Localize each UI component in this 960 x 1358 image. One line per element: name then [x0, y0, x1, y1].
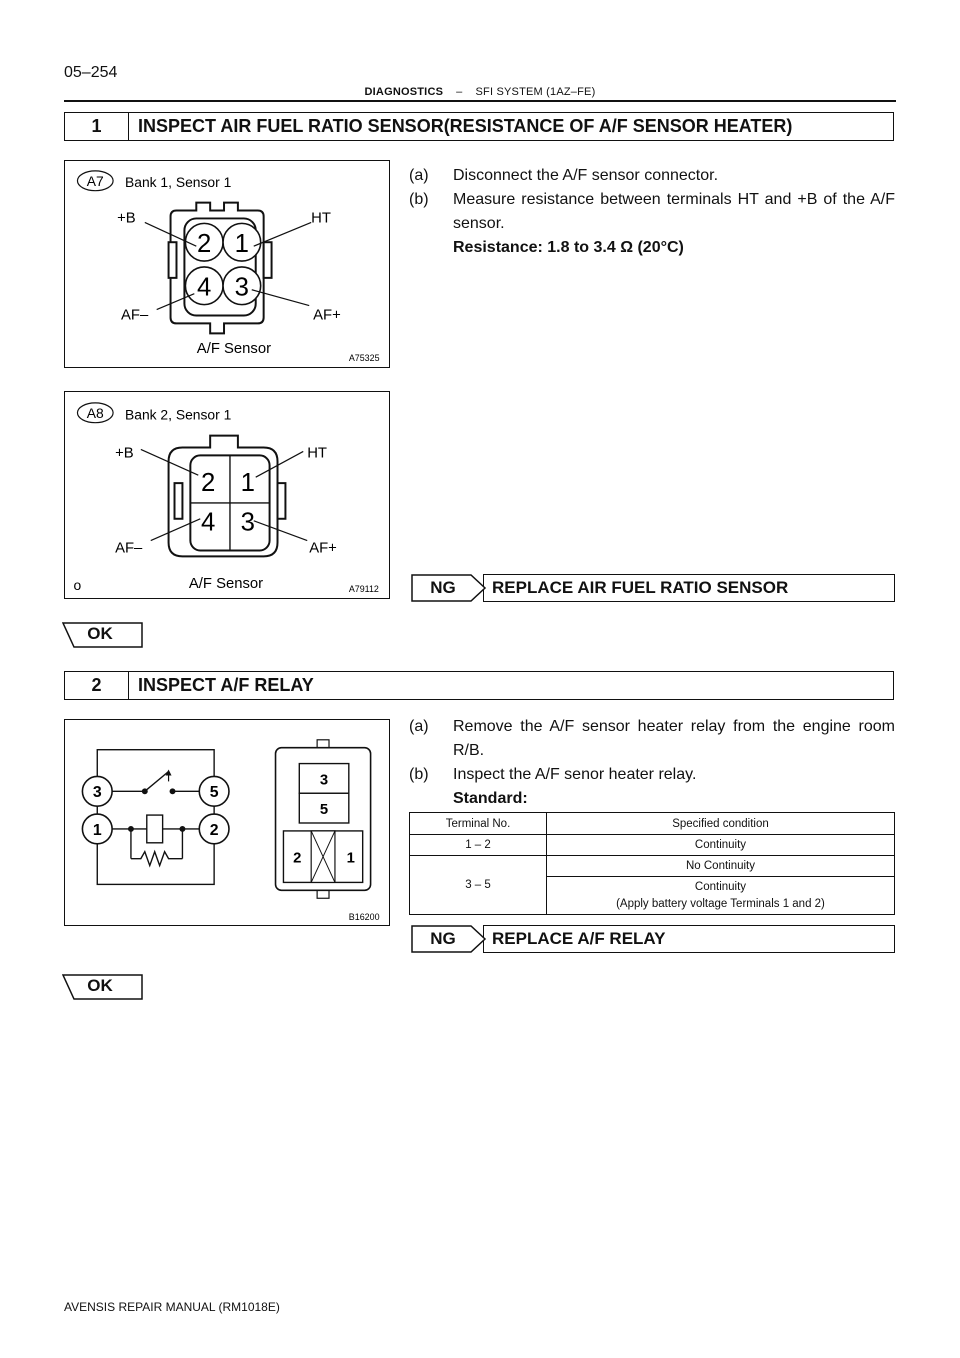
- relay-terminal-1: 1: [346, 850, 355, 867]
- figure-bank1-sensor1: [64, 160, 390, 368]
- label-af-plus: AF+: [309, 540, 337, 557]
- connector-diagram-a7: [65, 161, 389, 367]
- circuit-terminal-1: 1: [92, 821, 102, 839]
- pin-2: 2: [197, 230, 212, 259]
- ng-action: REPLACE A/F RELAY: [483, 925, 895, 953]
- label-plus-b: +B: [117, 210, 136, 227]
- corner-mark: o: [73, 577, 82, 594]
- condition-note: (Apply battery voltage Terminals 1 and 2): [616, 897, 825, 910]
- table-cell-condition: Continuity: [547, 835, 895, 856]
- instruction-a: [409, 715, 895, 763]
- circuit-terminal-2: 2: [209, 821, 219, 839]
- step-1-number: 1: [65, 113, 129, 140]
- instruction-text: Measure resistance between terminals HT and +B of the A/F sensor.: [453, 191, 895, 232]
- figure-code: A79112: [348, 584, 379, 595]
- step-1-ok-tag: [62, 622, 142, 646]
- standard-label: Standard:: [453, 790, 528, 807]
- instruction-label: (b): [409, 191, 429, 208]
- figure-1-caption: Bank 1, Sensor 1: [124, 173, 232, 190]
- connector-diagram-a8: [65, 392, 389, 598]
- instruction-label: (a): [409, 167, 429, 184]
- step-2-instructions: [409, 715, 895, 811]
- relay-spec-table: [409, 812, 895, 915]
- ng-tag: [411, 574, 483, 602]
- ok-label: OK: [87, 624, 113, 643]
- pin-4: 4: [197, 273, 212, 302]
- figure-2-tag: A8: [86, 404, 104, 421]
- relay-terminal-3: 3: [319, 772, 329, 789]
- table-cell-terminal: 3 – 5: [410, 856, 547, 915]
- instruction-a: [409, 164, 895, 188]
- figure-1-tag: A7: [86, 172, 104, 189]
- instruction-text: Remove the A/F sensor heater relay from the engine room R/B.: [453, 718, 895, 759]
- label-ht: HT: [311, 210, 331, 227]
- running-header: [0, 86, 960, 98]
- pin-3: 3: [240, 508, 255, 537]
- figure-code: B16200: [348, 912, 380, 923]
- table-row: [410, 835, 895, 856]
- ng-action: REPLACE AIR FUEL RATIO SENSOR: [483, 574, 895, 602]
- pin-1: 1: [240, 469, 255, 498]
- footer: AVENSIS REPAIR MANUAL (RM1018E): [64, 1300, 280, 1314]
- table-cell-condition: [547, 877, 895, 915]
- circuit-terminal-5: 5: [209, 784, 219, 802]
- relay-terminal-5: 5: [319, 802, 329, 819]
- page-number: 05–254: [64, 64, 118, 81]
- step-2-title: INSPECT A/F RELAY: [138, 675, 314, 695]
- condition-main: Continuity: [694, 880, 747, 893]
- step-1-ng-row: [411, 574, 895, 602]
- table-row: [410, 856, 895, 877]
- standard-heading: [409, 787, 895, 811]
- header-section: DIAGNOSTICS: [364, 86, 444, 98]
- ng-tag: [411, 925, 483, 953]
- figure-code: A75325: [348, 353, 380, 364]
- ng-label: NG: [430, 929, 456, 948]
- header-separator: –: [456, 86, 463, 98]
- relay-diagram: [65, 720, 389, 925]
- pin-2: 2: [201, 469, 216, 498]
- step-2-ng-row: [411, 925, 895, 953]
- figure-relay: [64, 719, 390, 926]
- label-af-plus: AF+: [313, 307, 341, 324]
- step-2-bar: [64, 671, 894, 700]
- circuit-terminal-3: 3: [92, 784, 102, 802]
- step-1-bar: [64, 112, 894, 141]
- instruction-text: Inspect the A/F senor heater relay.: [453, 766, 697, 783]
- pin-4: 4: [201, 508, 216, 537]
- step-2-number: 2: [65, 672, 129, 699]
- table-header-terminal: Terminal No.: [410, 813, 547, 835]
- step-2-ok-tag: [62, 974, 142, 998]
- instruction-label: (b): [409, 766, 429, 783]
- label-plus-b: +B: [115, 445, 134, 462]
- table-header-condition: Specified condition: [547, 813, 895, 835]
- label-af-minus: AF–: [121, 307, 149, 324]
- instruction-b: [409, 763, 895, 787]
- relay-terminal-2: 2: [293, 850, 302, 867]
- step-1-title: INSPECT AIR FUEL RATIO SENSOR(RESISTANCE OF A/F SENSOR HEATER): [138, 116, 793, 136]
- figure-2-caption: Bank 2, Sensor 1: [124, 406, 232, 423]
- instruction-b: [409, 188, 895, 236]
- ng-label: NG: [430, 578, 456, 597]
- resistance-value: Resistance: 1.8 to 3.4 Ω (20°C): [453, 239, 684, 256]
- instruction-label: (a): [409, 718, 429, 735]
- label-ht: HT: [307, 445, 328, 462]
- header-subsection: SFI SYSTEM (1AZ–FE): [475, 86, 596, 98]
- sensor-label: A/F Sensor: [188, 576, 264, 593]
- sensor-label: A/F Sensor: [196, 341, 272, 358]
- header-rule: [64, 100, 896, 102]
- table-cell-terminal: 1 – 2: [410, 835, 547, 856]
- resistance-spec: [409, 236, 895, 260]
- step-1-instructions: [409, 164, 895, 260]
- figure-bank2-sensor1: [64, 391, 390, 599]
- table-cell-condition: No Continuity: [547, 856, 895, 877]
- instruction-text: Disconnect the A/F sensor connector.: [453, 167, 719, 184]
- pin-3: 3: [234, 273, 250, 302]
- label-af-minus: AF–: [115, 540, 143, 557]
- ok-label: OK: [87, 976, 113, 995]
- pin-1: 1: [234, 230, 250, 259]
